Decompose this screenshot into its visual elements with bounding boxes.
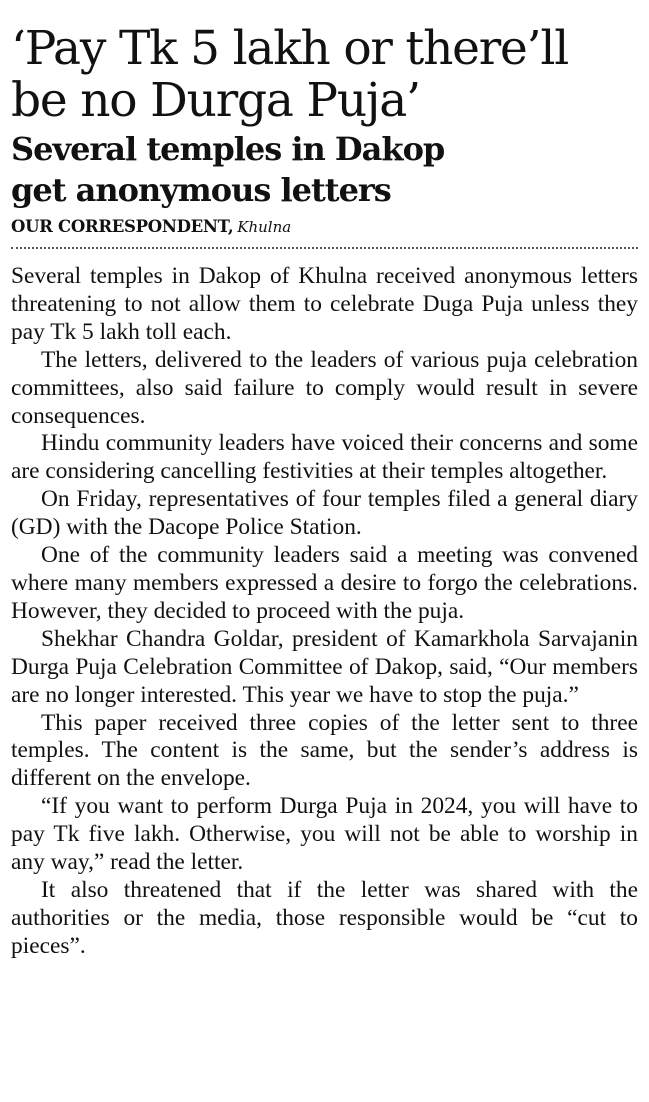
headline xyxy=(11,0,638,127)
paragraph: On Friday, representatives of four temples filed a general diary (GD) with the Dacope Police Station. xyxy=(11,486,638,541)
paragraph: One of the community leaders said a meeting was convened where many members expressed a desire to forgo the celebrations. However, they decided to proceed with the puja. xyxy=(11,542,638,624)
subheadline-line-1: Several temples in Dakop xyxy=(11,130,445,168)
byline-author: OUR CORRESPONDENT, xyxy=(11,217,234,236)
subheadline-line-2: get anonymous letters xyxy=(11,171,391,209)
paragraph: Several temples in Dakop of Khulna received anonymous letters threatening to not allow them to celebrate Duga Puja unless they pay Tk 5 lakh toll each. xyxy=(11,263,638,345)
byline xyxy=(11,216,638,238)
paragraph: This paper received three copies of the letter sent to three temples. The content is the same, but the sender’s address is different on the envelope. xyxy=(11,709,638,792)
paragraph: The letters, delivered to the leaders of various puja celebration committees, also said failure to comply would result in severe consequences. xyxy=(11,346,638,429)
paragraph: Hindu community leaders have voiced their concerns and some are considering cancelling festivities at their temples altogether. xyxy=(11,430,638,485)
article-body xyxy=(11,263,638,961)
paragraph: It also threatened that if the letter was shared with the authorities or the media, those responsible would be “cut to pieces”. xyxy=(11,876,638,959)
paragraph: “If you want to perform Durga Puja in 2024, you will have to pay Tk five lakh. Otherwise, you will not be able to worship in any way,” read the letter. xyxy=(11,793,638,876)
headline-line-2: be no Durga Puja’ xyxy=(11,73,420,128)
byline-location: Khulna xyxy=(237,218,292,236)
dotted-divider xyxy=(11,247,638,249)
headline-line-1: ‘Pay Tk 5 lakh or there’ll xyxy=(11,21,569,76)
paragraph: Shekhar Chandra Goldar, president of Kamarkhola Sarvajanin Durga Puja Celebration Committee of Dakop, said, “Our members are no longer interested. This year we have to stop the puja.” xyxy=(11,625,638,708)
subheadline xyxy=(11,129,638,211)
